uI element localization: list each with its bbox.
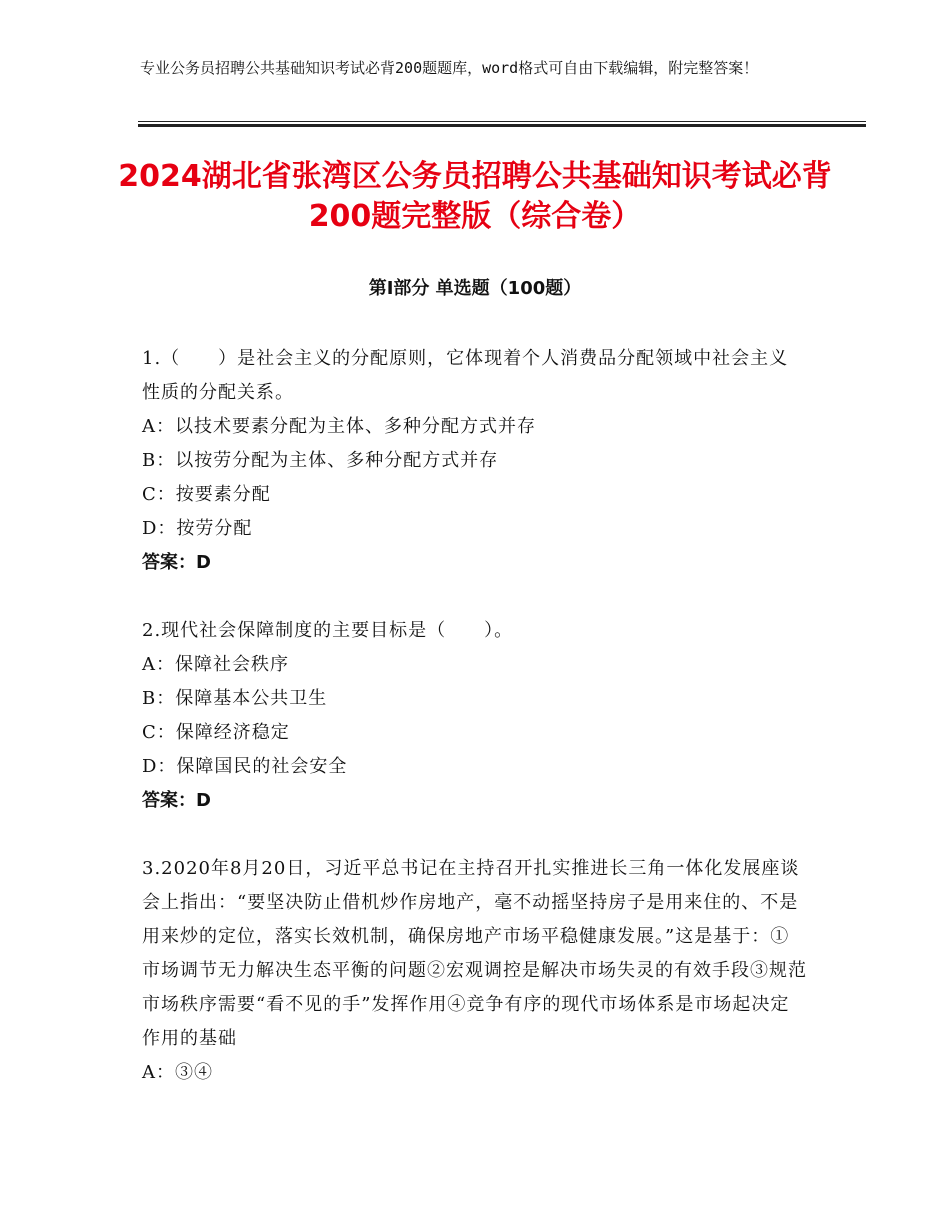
header-rule-thick [138, 124, 866, 127]
option-a: A：③④ [142, 1062, 213, 1083]
question-text: 3.2020年8月20日，习近平总书记在主持召开扎实推进长三角一体化发展座谈会上指出：“要坚决防止借机炒作房地产，毫不动摇坚持房子是用来住的、不是用来炒的定位，落实长效机制，确保房地产市场平稳健康发展。”这是基于：①市场调节无力解决生态平衡的问题②宏观调控是解决市场失灵的有效手段③规范市场秩序需要“看不见的手”发挥作用④竞争有序的现代市场体系是市场起决定作用的基础 [142, 858, 807, 1049]
question-gap [142, 818, 807, 852]
document-title: 2024湖北省张湾区公务员招聘公共基础知识考试必背200题完整版（综合卷） [118, 159, 832, 234]
question-text: 1.（ ）是社会主义的分配原则，它体现着个人消费品分配领域中社会主义性质的分配关系。 [142, 348, 789, 403]
answer-label: 答案：D [142, 790, 211, 811]
question-3 [142, 852, 807, 1090]
question-2 [142, 614, 807, 818]
option-a: A：保障社会秩序 [142, 654, 289, 675]
question-gap [142, 580, 807, 614]
header-note: 专业公务员招聘公共基础知识考试必背200题题库，word格式可自由下载编辑，附完整答案！ [140, 59, 759, 77]
option-b: B：保障基本公共卫生 [142, 688, 328, 709]
question-text: 2.现代社会保障制度的主要目标是（ ）。 [142, 620, 514, 641]
option-d: D：保障国民的社会安全 [142, 756, 348, 777]
question-list [142, 342, 807, 1090]
option-a: A：以技术要素分配为主体、多种分配方式并存 [142, 416, 536, 437]
option-c: C：保障经济稳定 [142, 722, 290, 743]
option-b: B：以按劳分配为主体、多种分配方式并存 [142, 450, 499, 471]
option-d: D：按劳分配 [142, 518, 253, 539]
answer-label: 答案：D [142, 552, 211, 573]
header-rule-thin [138, 121, 866, 122]
option-c: C：按要素分配 [142, 484, 271, 505]
section-heading: 第Ⅰ部分 单选题（100题） [368, 278, 582, 299]
question-1 [142, 342, 807, 580]
